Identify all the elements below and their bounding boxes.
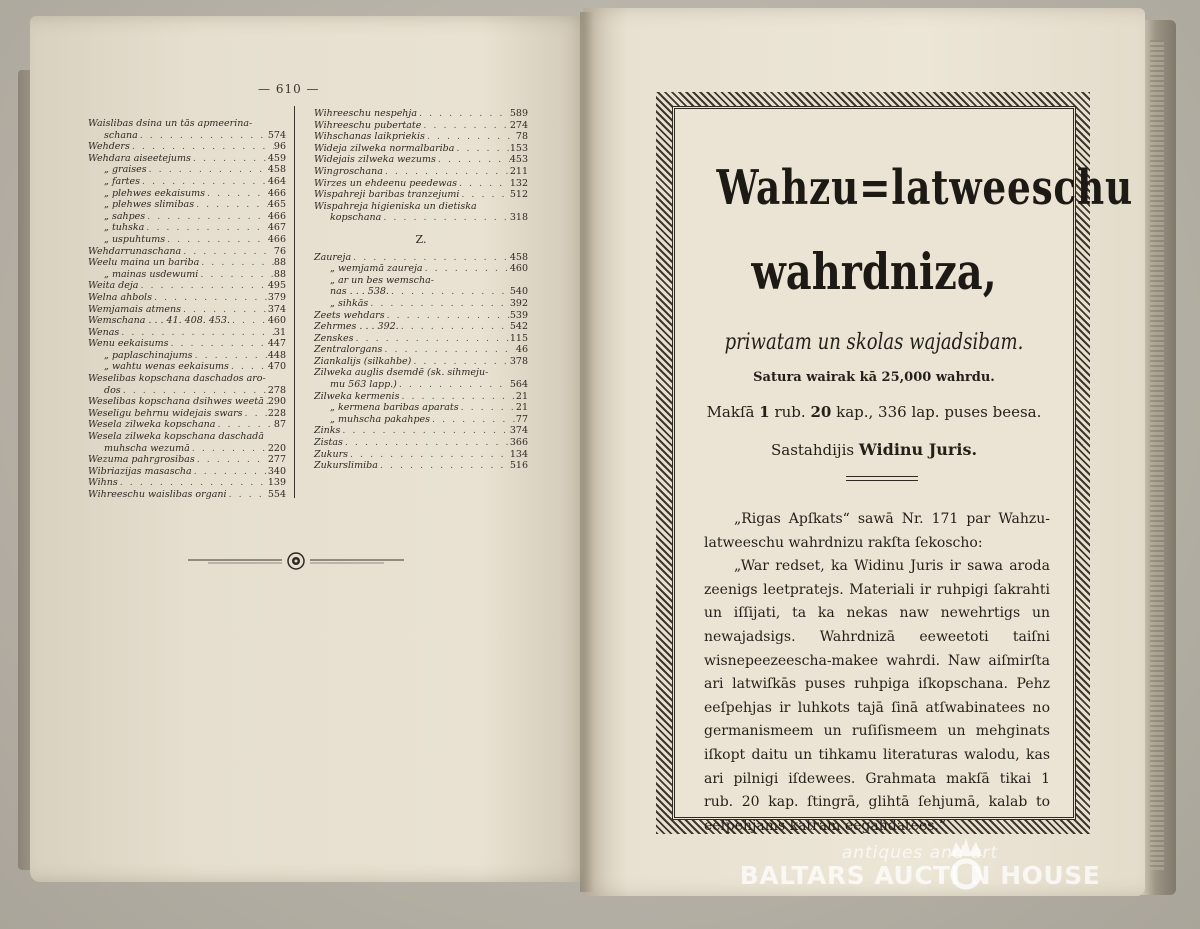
index-page-number: 78: [515, 131, 528, 143]
index-term: Zilweka auglis dsemdē (sk. sihmeju-: [314, 367, 489, 379]
index-leader-dots: [425, 131, 516, 143]
index-page-number: 539: [509, 309, 528, 321]
index-leader-dots: [195, 454, 268, 466]
index-entry: [88, 454, 286, 466]
index-term: „ wemjamā zaureja: [330, 263, 423, 275]
index-entry: [314, 310, 528, 322]
index-term: „ plehwes slimibas: [104, 199, 195, 211]
index-entry: [88, 431, 286, 443]
index-page-number: 574: [267, 129, 286, 141]
index-page-number: 134: [509, 448, 528, 460]
index-entry: [314, 321, 528, 333]
index-leader-dots: [399, 321, 510, 333]
price-rub: 1: [759, 403, 770, 421]
index-entry: [88, 443, 286, 455]
index-term: mu 563 lapp.): [330, 379, 397, 391]
index-term: Zentralorgans: [314, 344, 383, 356]
index-leader-dots: [340, 425, 509, 437]
index-term: Wibriazijas masascha: [88, 465, 192, 477]
index-leader-dots: [192, 466, 268, 478]
index-leader-dots: [385, 310, 510, 322]
index-leader-dots: [144, 222, 268, 234]
index-entry: [314, 154, 528, 166]
index-term: dos: [104, 384, 121, 396]
index-term: „ ar un bes wemscha-: [330, 274, 434, 286]
index-entry: [314, 333, 528, 345]
page-ornament-divider: [188, 551, 404, 571]
index-page-number: 290: [267, 396, 286, 408]
index-page-number: 278: [267, 384, 286, 396]
index-leader-dots: [368, 298, 510, 310]
index-leader-dots: [382, 344, 516, 356]
watermark-tagline: antiques and art: [841, 843, 999, 863]
index-entry: [88, 327, 286, 339]
index-entry: [314, 298, 528, 310]
index-entry: [88, 466, 286, 478]
index-entry: [88, 361, 286, 373]
index-page-number: 379: [267, 291, 286, 303]
index-term: Zinks: [314, 425, 341, 437]
page-number: — 610 —: [258, 82, 320, 96]
index-entry: [314, 108, 528, 120]
index-entry: [88, 315, 286, 327]
index-page-number: 139: [267, 477, 286, 489]
book-spine-texture: [1150, 40, 1164, 870]
index-entry: [88, 234, 286, 246]
index-entry: [314, 189, 528, 201]
index-page-number: 228: [267, 407, 286, 419]
index-leader-dots: [421, 120, 510, 132]
index-page-number: 378: [509, 355, 528, 367]
advertisement-review-quote: [704, 508, 1050, 838]
index-leader-dots: [140, 176, 268, 188]
index-page-number: 467: [267, 222, 286, 234]
index-term: Wenas: [88, 326, 120, 338]
author-prefix: Sastahdijis: [770, 441, 855, 459]
index-leader-dots: [383, 166, 510, 178]
index-leader-dots: [193, 350, 268, 362]
index-entry: [314, 437, 528, 449]
index-entry: [88, 141, 286, 153]
index-leader-dots: [230, 315, 268, 327]
index-leader-dots: [168, 338, 267, 350]
index-entry: [314, 367, 528, 379]
index-page-number: 132: [509, 177, 528, 189]
index-entry: [88, 211, 286, 223]
index-term: schana: [104, 129, 138, 141]
index-entry: [314, 414, 528, 426]
index-page-number: 554: [267, 489, 286, 500]
index-term: Wihreeschu nespehja: [314, 108, 418, 119]
index-term: Weelu maina un bariba: [88, 257, 200, 269]
index-entry: [314, 263, 528, 275]
index-term: Welna ahbols: [88, 291, 152, 303]
index-term: Weseligu behrnu widejais swars: [88, 407, 243, 419]
index-leader-dots: [118, 477, 268, 489]
index-leader-dots: [198, 269, 274, 281]
author-name: Widinu Juris.: [858, 440, 978, 459]
advertisement-rule: [846, 476, 918, 481]
index-entry: [88, 373, 286, 385]
index-page-number: 46: [515, 344, 528, 356]
index-page-number: 589: [509, 108, 528, 119]
index-entry: [314, 252, 528, 264]
index-leader-dots: [165, 234, 268, 246]
index-entry: [88, 222, 286, 234]
book-gutter-shadow: [580, 12, 594, 892]
index-page-number: 448: [267, 349, 286, 361]
index-page-number: 542: [509, 321, 528, 333]
index-leader-dots: [430, 414, 516, 426]
index-page-number: 374: [509, 425, 528, 437]
index-list-w: [314, 108, 528, 224]
index-term: kopschana: [330, 212, 382, 224]
index-term: Zaureja: [314, 251, 352, 263]
index-term: Wehders: [88, 141, 130, 153]
index-entry: [88, 176, 286, 188]
index-term: „ sahpes: [104, 210, 146, 222]
index-term: muhscha wezumā: [104, 442, 190, 454]
quote-body: „War redset, ka Widinu Juris ir sawa aroda zeenigs leetpratejs. Materiali ir ruhpigi ſakrahti un iſſijati, ta ka nekas naw newehrtigs un newajadsigs. Wahrdnizā eeweetoti taiſni wisnepeezeescha-makee wahrdi. Naw aiſmirſta ari latwiſkās puses ruhpiga iſkopschana. Pehz eeſpehjas ir luhkots tajā ſinā atſwabinatees no germanismeem un ruſiſismeem un mehginats iſkopt daitu un tihkamu literaturas walodu, kas ari pilnigi iſdewees. Grahmata makſā tikai 1 rub. 20 kap. ſtingrā, glihtā ſehjumā, kalab to eeſpehjams katram eegahdatees.“: [704, 558, 1050, 834]
index-leader-dots: [181, 246, 274, 258]
index-entry: [88, 199, 286, 211]
index-leader-dots: [191, 153, 268, 165]
index-leader-dots: [190, 443, 268, 455]
index-leader-dots: [205, 188, 268, 200]
index-term: Zistas: [314, 437, 343, 449]
index-leader-dots: [454, 143, 509, 155]
index-leader-dots: [351, 252, 510, 264]
index-list-z: [314, 252, 528, 472]
index-term: Wispahreja higieniska un dietiska: [314, 200, 477, 212]
index-term: Widejais zilweka wezums: [314, 154, 436, 166]
index-entry: [88, 164, 286, 176]
index-entry: [88, 385, 286, 397]
index-term: Wesela zilweka kopschana daschadā: [88, 431, 264, 443]
index-leader-dots: [119, 327, 274, 339]
index-page-number: 465: [267, 199, 286, 211]
advertisement-title-line2: wahrdniza,: [751, 242, 997, 301]
index-term: Wemjamais atmens: [88, 303, 181, 315]
index-term: Zukurs: [314, 448, 349, 460]
index-term: Wenu eekaisums: [88, 338, 169, 350]
index-entry: [314, 201, 528, 213]
index-leader-dots: [417, 108, 510, 120]
index-entry: [88, 292, 286, 304]
index-term: Wideja zilweka normalbariba: [314, 142, 455, 154]
index-page-number: 88: [273, 257, 286, 269]
index-entry: [88, 304, 286, 316]
index-page-number: 458: [267, 164, 286, 176]
index-page-number: 88: [273, 268, 286, 280]
index-term: Ziankalijs (silkahbe): [314, 355, 412, 367]
index-entry: [88, 118, 286, 130]
index-page-number: 220: [267, 442, 286, 454]
price-prefix: Makſā: [706, 403, 755, 421]
index-term: Wehdarrunaschana: [88, 245, 182, 257]
index-leader-dots: [145, 211, 268, 223]
advertisement-contents-note: Satura wairak kā 25,000 wahrdu.: [753, 370, 995, 385]
index-page-number: 77: [515, 413, 528, 425]
index-entry: [88, 188, 286, 200]
quote-intro: „Rigas Apſkats“ sawā Nr. 171 par Wahzu-latweeschu wahrdnizu rakſta ſekoscho:: [704, 511, 1050, 551]
index-entry: [314, 425, 528, 437]
index-page-number: 374: [267, 303, 286, 315]
index-page-number: 153: [509, 142, 528, 154]
index-term: „ kermena baribas aparats: [330, 402, 459, 414]
index-leader-dots: [215, 419, 273, 431]
index-page-number: 447: [267, 338, 286, 350]
index-term: Wihns: [88, 477, 118, 489]
index-leader-dots: [348, 449, 510, 461]
index-page-number: 87: [273, 419, 286, 431]
index-page-number: 318: [509, 212, 528, 224]
index-leader-dots: [459, 402, 516, 414]
index-entry: [314, 460, 528, 472]
index-page-number: 460: [509, 263, 528, 275]
index-term: „ wahtu wenas eekaisums: [104, 361, 229, 373]
index-page-number: 495: [267, 280, 286, 292]
index-page-number: 31: [273, 326, 286, 338]
index-page-number: 516: [509, 460, 528, 472]
index-entry: [314, 120, 528, 132]
index-entry: [88, 408, 286, 420]
index-page-number: 564: [509, 379, 528, 391]
index-leader-dots: [397, 379, 510, 391]
index-term: Wingroschana: [314, 165, 383, 177]
index-term: Wihschanas laikpriekis: [314, 131, 425, 143]
index-page-number: 540: [509, 286, 528, 298]
index-term: nas . . . 538.: [330, 286, 389, 298]
index-leader-dots: [436, 154, 510, 166]
index-leader-dots: [343, 437, 510, 449]
index-entry: [88, 477, 286, 489]
index-leader-dots: [353, 333, 509, 345]
advertisement-author: [672, 440, 1076, 459]
index-leader-dots: [229, 361, 268, 373]
index-term: Wihreeschu waislibas organi: [88, 489, 227, 500]
index-term: „ plehwes eekaisums: [104, 187, 206, 199]
index-entry: [88, 489, 286, 501]
index-term: „ mainas usdewumi: [104, 268, 199, 280]
index-entry: [88, 419, 286, 431]
index-entry: [88, 269, 286, 281]
index-term: Zilweka kermenis: [314, 390, 400, 402]
index-page-number: 76: [273, 245, 286, 257]
index-page-number: 470: [267, 361, 286, 373]
index-leader-dots: [459, 189, 509, 201]
index-entry: [314, 166, 528, 178]
index-entry: [88, 257, 286, 269]
index-term: „ fartes: [104, 175, 140, 187]
index-leader-dots: [138, 280, 267, 292]
column-divider: [294, 106, 295, 498]
index-term: Wemschana . . . 41. 408. 453.: [88, 315, 230, 327]
index-leader-dots: [378, 460, 510, 472]
index-leader-dots: [147, 164, 268, 176]
index-leader-dots: [457, 178, 510, 190]
index-term: Wispahreji baribas tranzejumi: [314, 189, 460, 201]
index-page-number: 115: [509, 332, 528, 344]
index-page-number: 366: [509, 437, 528, 449]
index-page-number: 274: [509, 119, 528, 131]
index-term: Wihreeschu pubertate: [314, 119, 422, 131]
index-page-number: 21: [515, 402, 528, 414]
index-page-number: 466: [267, 233, 286, 245]
index-page-number: 392: [509, 297, 528, 309]
index-entry: [314, 379, 528, 391]
price-kap: 20: [810, 403, 832, 421]
advertisement-price: [672, 403, 1076, 421]
index-column-left: [88, 118, 286, 501]
index-leader-dots: [243, 408, 268, 420]
index-term: Zeets wehdars: [314, 309, 385, 321]
index-entry: [314, 391, 528, 403]
index-entry: [88, 396, 286, 408]
index-entry: [88, 130, 286, 142]
index-entry: [314, 143, 528, 155]
index-leader-dots: [138, 130, 268, 142]
index-term: „ graises: [104, 164, 147, 176]
index-page-number: 512: [509, 189, 528, 201]
index-entry: [314, 131, 528, 143]
index-entry: [88, 246, 286, 258]
index-term: Zukurslimiba: [314, 460, 378, 472]
index-term: „ muhscha pakahpes: [330, 413, 431, 425]
index-entry: [314, 356, 528, 368]
index-page-number: 466: [267, 210, 286, 222]
index-entry: [88, 153, 286, 165]
index-entry: [314, 178, 528, 190]
index-leader-dots: [152, 292, 268, 304]
index-page-number: 211: [509, 165, 528, 177]
index-page-number: 340: [267, 465, 286, 477]
index-term: Weita deja: [88, 280, 139, 292]
index-term: Wezuma pahrgrosibas: [88, 454, 195, 466]
index-entry: [314, 344, 528, 356]
index-term: Wesela zilweka kopschana: [88, 419, 216, 431]
index-term: Weselibas kopschana daschados aro-: [88, 373, 266, 385]
index-entry: [314, 286, 528, 298]
index-page-number: 277: [267, 454, 286, 466]
index-page-number: 459: [267, 152, 286, 164]
index-leader-dots: [130, 141, 274, 153]
price-rest: kap., 336 lap. puses beesa.: [836, 403, 1042, 421]
index-term: Wirzes un ehdeenu peedewas: [314, 177, 457, 189]
index-page-number: 466: [267, 187, 286, 199]
index-leader-dots: [227, 489, 268, 501]
index-leader-dots: [181, 304, 268, 316]
index-entry: [314, 402, 528, 414]
section-letter: Z.: [415, 232, 427, 246]
index-term: „ sihkās: [330, 297, 369, 309]
index-term: „ tuhska: [104, 222, 145, 234]
index-leader-dots: [381, 212, 510, 224]
index-entry: [88, 350, 286, 362]
index-term: Weselibas kopschana dsihwes weetā: [88, 396, 264, 408]
index-entry: [314, 275, 528, 287]
index-leader-dots: [389, 286, 510, 298]
index-term: „ paplaschinajums: [104, 349, 193, 361]
advertisement-subtitle: priwatam un skolas wajadsibam.: [724, 330, 1024, 355]
index-leader-dots: [423, 263, 510, 275]
index-entry: [314, 212, 528, 224]
index-leader-dots: [121, 385, 268, 397]
index-page-number: 458: [509, 251, 528, 263]
index-entry: [314, 449, 528, 461]
index-term: Wehdara aiseetejums: [88, 152, 191, 164]
index-term: Zenskes: [314, 332, 354, 344]
index-page-number: 21: [515, 390, 528, 402]
index-entry: [88, 280, 286, 292]
index-leader-dots: [411, 356, 509, 368]
index-page-number: 460: [267, 315, 286, 327]
index-term: Waislibas dsina un tās apmeerina-: [88, 118, 253, 129]
index-column-right: [314, 108, 528, 472]
watermark-brand: BALTARS AUCTI N HOUSE: [739, 861, 1101, 890]
index-page-number: 96: [273, 141, 286, 153]
advertisement-title-line1: Wahzu=latweeschu: [716, 160, 1134, 216]
index-leader-dots: [194, 199, 268, 211]
index-entry: [88, 338, 286, 350]
index-page-number: 453: [509, 154, 528, 166]
index-leader-dots: [399, 391, 515, 403]
index-term: „ uspuhtums: [104, 233, 166, 245]
index-page-number: 464: [267, 175, 286, 187]
index-term: Zehrmes . . . 392.: [314, 321, 399, 333]
index-leader-dots: [199, 257, 274, 269]
price-rub-label: rub.: [774, 403, 806, 421]
